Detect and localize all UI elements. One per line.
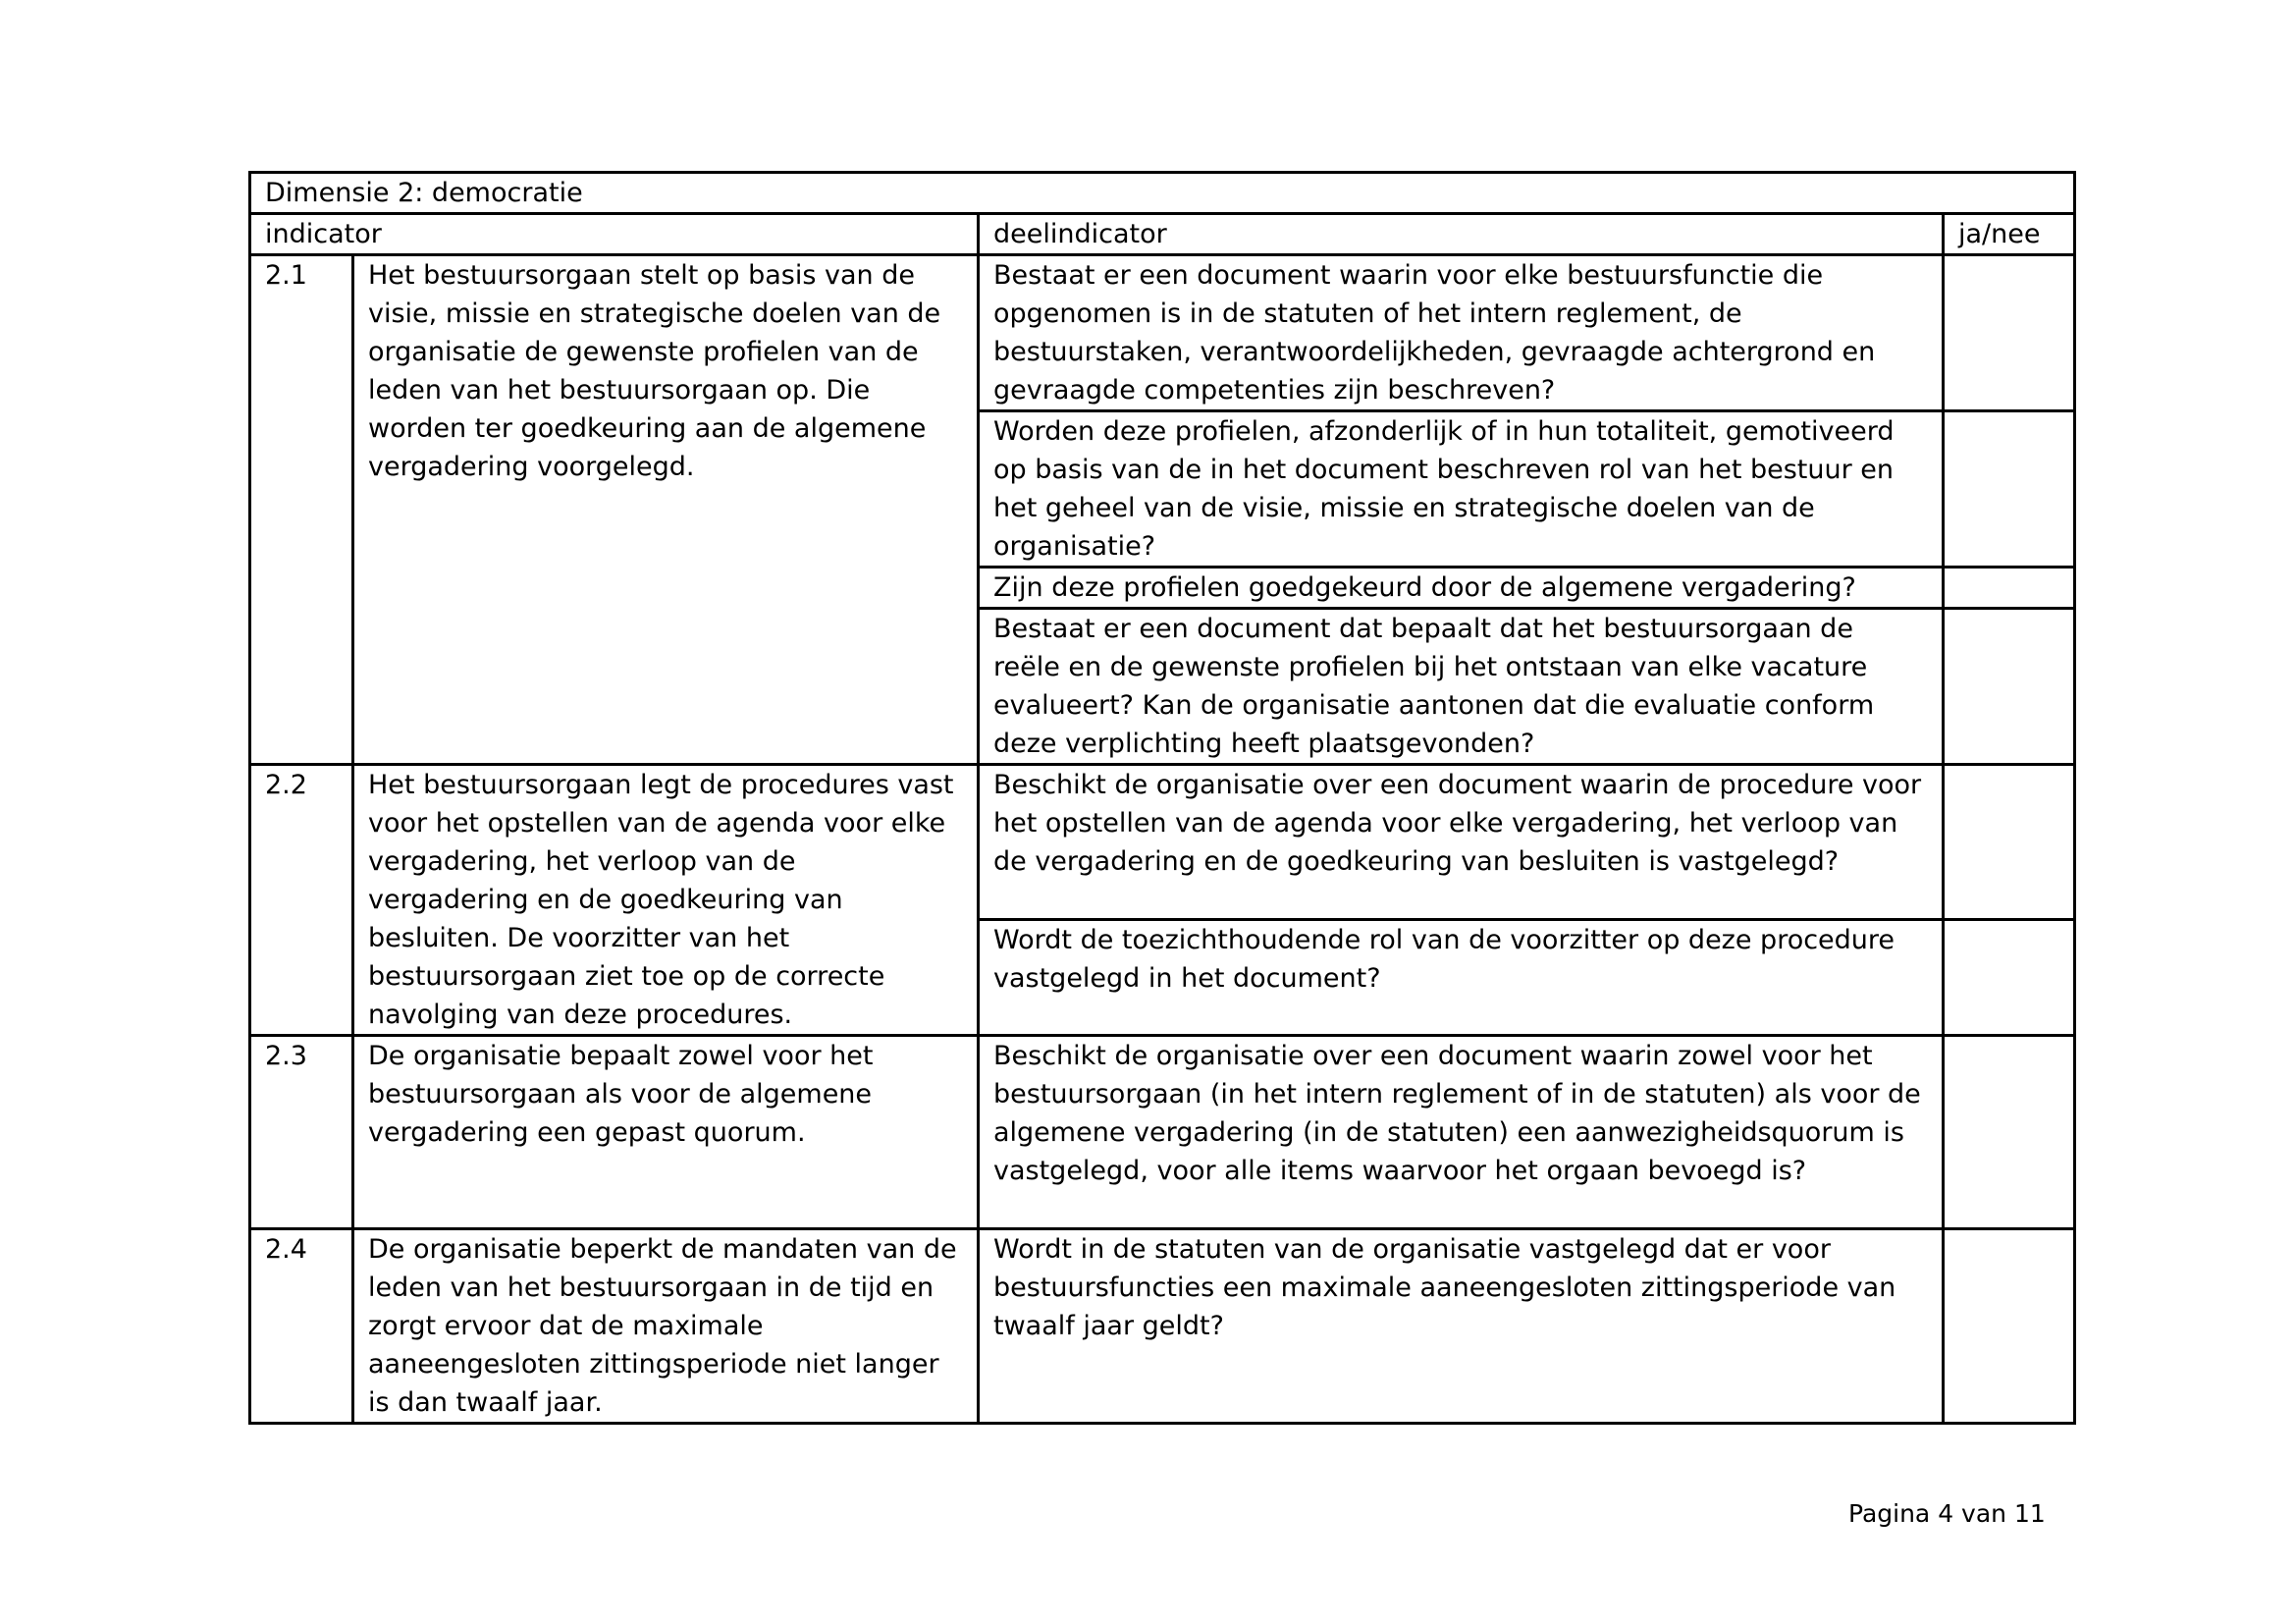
deelindicator-text: Worden deze profielen, afzonderlijk of in hun totaliteit, gemotiveerd op basis van de in het document beschreven rol van het bestuur en het geheel van de visie, missie en strategische doelen van de organisatie? bbox=[979, 411, 1944, 568]
indicator-number: 2.3 bbox=[250, 1036, 353, 1229]
indicator-text: De organisatie bepaalt zowel voor het bestuursorgaan als voor de algemene vergadering een gepast quorum. bbox=[353, 1036, 979, 1229]
table-row bbox=[250, 1036, 2075, 1229]
header-row bbox=[250, 214, 2075, 255]
indicator-text: Het bestuursorgaan legt de procedures vast voor het opstellen van de agenda voor elke vergadering, het verloop van de vergadering en de goedkeuring van besluiten. De voorzitter van het bestuursorgaan ziet toe op de correcte navolging van deze procedures. bbox=[353, 765, 979, 1036]
header-ja-nee: ja/nee bbox=[1944, 214, 2075, 255]
democratie-table bbox=[248, 171, 2076, 1425]
ja-nee-cell[interactable] bbox=[1944, 765, 2075, 920]
table-row bbox=[250, 255, 2075, 411]
deelindicator-text: Beschikt de organisatie over een document waarin zowel voor het bestuursorgaan (in het intern reglement of in de statuten) als voor de algemene vergadering (in de statuten) een aanwezigheidsquorum is vastgelegd, voor alle items waarvoor het orgaan bevoegd is? bbox=[979, 1036, 1944, 1229]
dimension-title-row bbox=[250, 173, 2075, 214]
ja-nee-cell[interactable] bbox=[1944, 1036, 2075, 1229]
header-indicator: indicator bbox=[250, 214, 979, 255]
deelindicator-text: Beschikt de organisatie over een document waarin de procedure voor het opstellen van de agenda voor elke vergadering, het verloop van de vergadering en de goedkeuring van besluiten is vastgelegd? bbox=[979, 765, 1944, 920]
deelindicator-text: Wordt de toezichthoudende rol van de voorzitter op deze procedure vastgelegd in het document? bbox=[979, 919, 1944, 1035]
deelindicator-text: Zijn deze profielen goedgekeurd door de algemene vergadering? bbox=[979, 568, 1944, 609]
ja-nee-cell[interactable] bbox=[1944, 411, 2075, 568]
ja-nee-cell[interactable] bbox=[1944, 609, 2075, 765]
table-row bbox=[250, 1229, 2075, 1424]
ja-nee-cell[interactable] bbox=[1944, 568, 2075, 609]
indicator-number: 2.4 bbox=[250, 1229, 353, 1424]
dimension-title: Dimensie 2: democratie bbox=[250, 173, 2075, 214]
deelindicator-text: Bestaat er een document waarin voor elke bestuursfunctie die opgenomen is in de statuten of het intern reglement, de bestuurstaken, verantwoordelijkheden, gevraagde achtergrond en gevraagde competenties zijn beschreven? bbox=[979, 255, 1944, 411]
page-number: Pagina 4 van 11 bbox=[1848, 1499, 2046, 1528]
indicator-number: 2.1 bbox=[250, 255, 353, 765]
table-row bbox=[250, 765, 2075, 920]
indicator-number: 2.2 bbox=[250, 765, 353, 1036]
deelindicator-text: Bestaat er een document dat bepaalt dat het bestuursorgaan de reële en de gewenste profielen bij het ontstaan van elke vacature evalueert? Kan de organisatie aantonen dat die evaluatie conform deze verplichting heeft plaatsgevonden? bbox=[979, 609, 1944, 765]
deelindicator-text: Wordt in de statuten van de organisatie vastgelegd dat er voor bestuursfuncties een maximale aaneengesloten zittingsperiode van twaalf jaar geldt? bbox=[979, 1229, 1944, 1424]
indicator-text: De organisatie beperkt de mandaten van de leden van het bestuursorgaan in de tijd en zorgt ervoor dat de maximale aaneengesloten zittingsperiode niet langer is dan twaalf jaar. bbox=[353, 1229, 979, 1424]
ja-nee-cell[interactable] bbox=[1944, 919, 2075, 1035]
ja-nee-cell[interactable] bbox=[1944, 255, 2075, 411]
ja-nee-cell[interactable] bbox=[1944, 1229, 2075, 1424]
header-deelindicator: deelindicator bbox=[979, 214, 1944, 255]
indicator-text: Het bestuursorgaan stelt op basis van de visie, missie en strategische doelen van de organisatie de gewenste profielen van de leden van het bestuursorgaan op. Die worden ter goedkeuring aan de algemene vergadering voorgelegd. bbox=[353, 255, 979, 765]
